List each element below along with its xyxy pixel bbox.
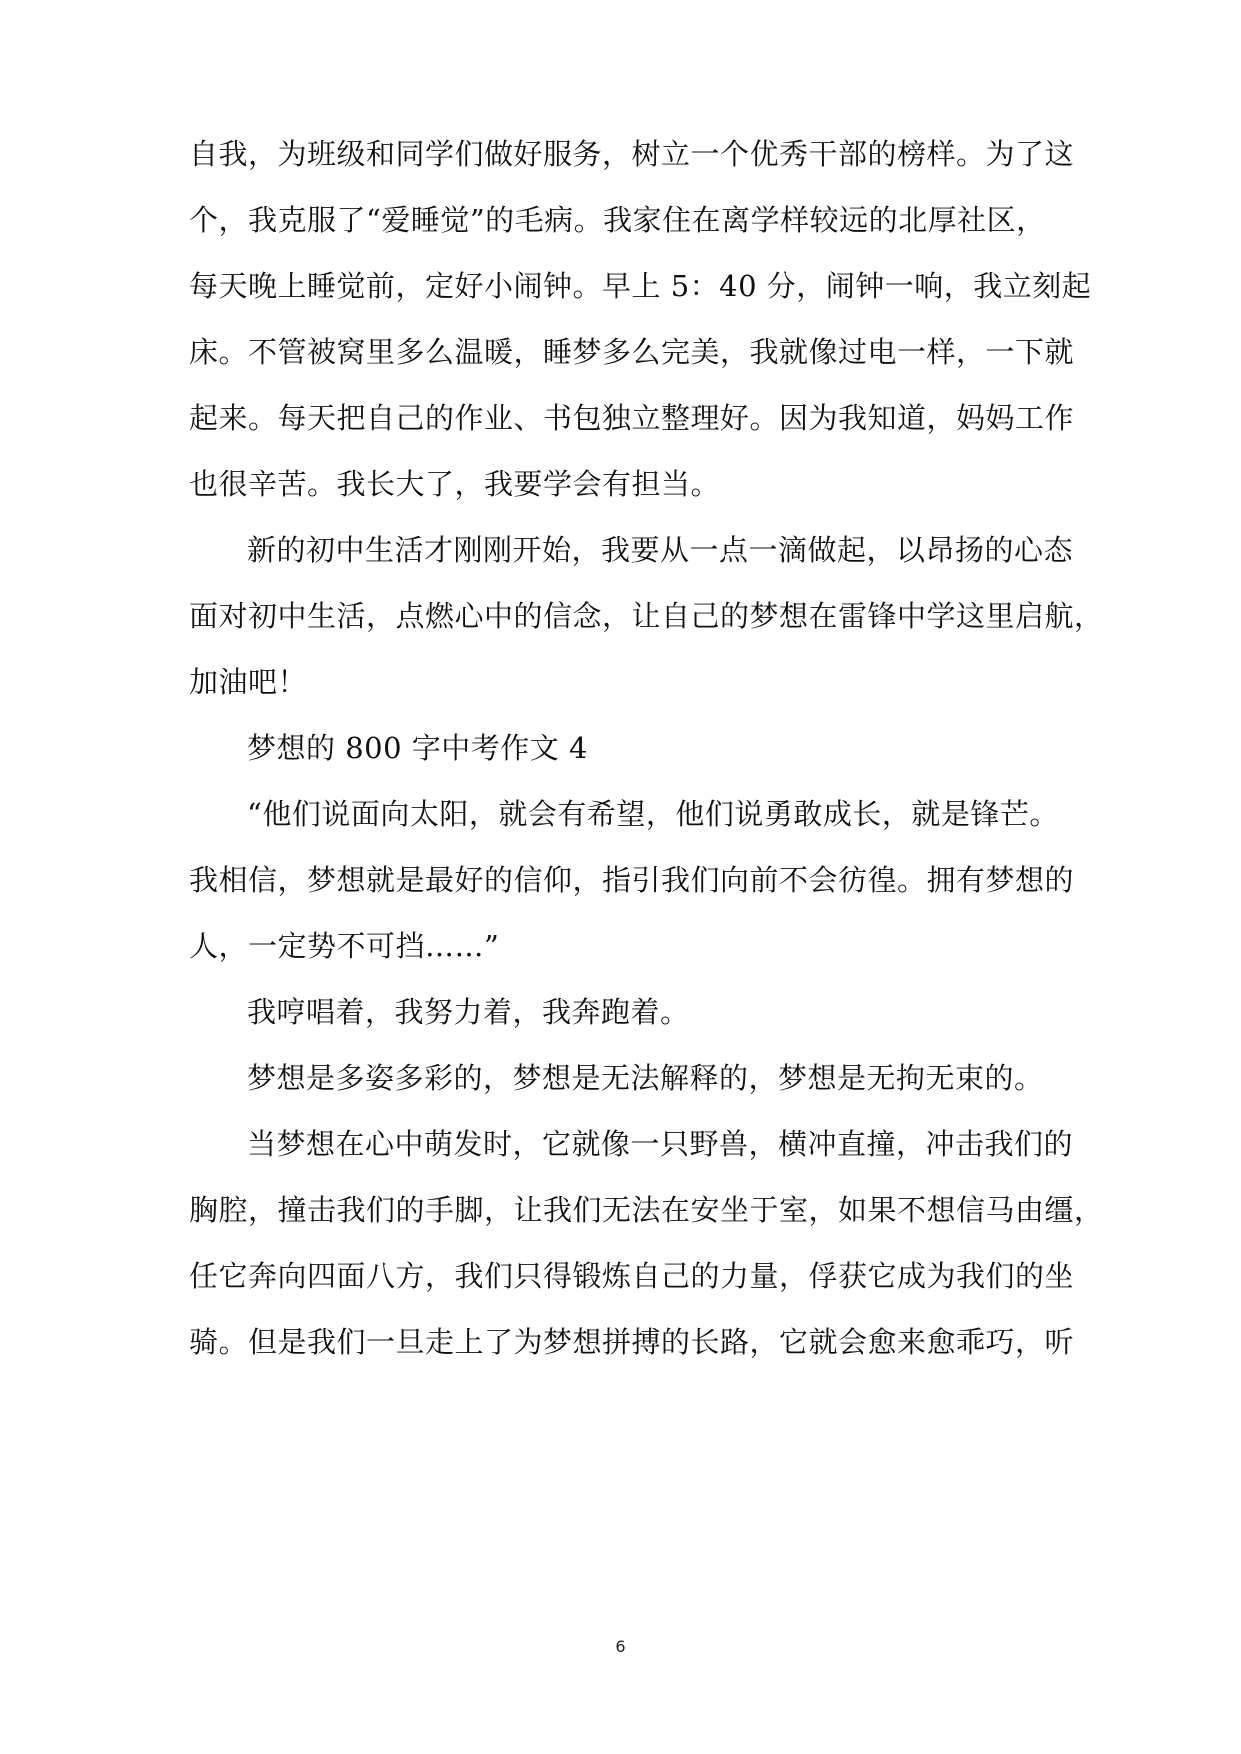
text-line: 每天晚上睡觉前，定好小闹钟。早上 5：40 分，闹钟一响，我立刻起: [189, 269, 1092, 303]
paragraph-first-line: 梦想是多姿多彩的，梦想是无法解释的，梦想是无拘无束的。: [247, 1061, 1044, 1095]
paragraph-first-line: 当梦想在心中萌发时，它就像一只野兽，横冲直撞，冲击我们的: [247, 1127, 1074, 1161]
text-line: 个，我克服了“爱睡觉”的毛病。我家住在离学样较远的北厚社区，: [189, 203, 1046, 237]
text-line: 我相信，梦想就是最好的信仰，指引我们向前不会彷徨。拥有梦想的: [189, 863, 1075, 897]
text-line: 人，一定势不可挡……”: [189, 929, 500, 963]
paragraph-first-line: 我哼唱着，我努力着，我奔跑着。: [247, 995, 690, 1029]
text-line: 胸腔，撞击我们的手脚，让我们无法在安坐于室，如果不想信马由缰，: [189, 1193, 1104, 1227]
text-line: 也很辛苦。我长大了，我要学会有担当。: [189, 467, 721, 501]
paragraph-first-line: “他们说面向太阳，就会有希望，他们说勇敢成长，就是锋芒。: [247, 797, 1059, 831]
text-line: 加油吧！: [189, 665, 308, 699]
page-number: 6: [615, 1637, 626, 1656]
text-line: 骑。但是我们一旦走上了为梦想拼搏的长路，它就会愈来愈乖巧，听: [189, 1325, 1075, 1359]
paragraph-first-line: 新的初中生活才刚刚开始，我要从一点一滴做起，以昂扬的心态: [247, 533, 1074, 567]
text-line: 自我，为班级和同学们做好服务，树立一个优秀干部的榜样。为了这: [189, 137, 1075, 171]
text-line: 起来。每天把自己的作业、书包独立整理好。因为我知道，妈妈工作: [189, 401, 1075, 435]
text-line: 任它奔向四面八方，我们只得锻炼自己的力量，俘获它成为我们的坐: [189, 1259, 1075, 1293]
text-line: 床。不管被窝里多么温暖，睡梦多么完美，我就像过电一样，一下就: [189, 335, 1075, 369]
text-line: 面对初中生活，点燃心中的信念，让自己的梦想在雷锋中学这里启航，: [189, 599, 1104, 633]
section-heading: 梦想的 800 字中考作文 4: [247, 731, 588, 765]
